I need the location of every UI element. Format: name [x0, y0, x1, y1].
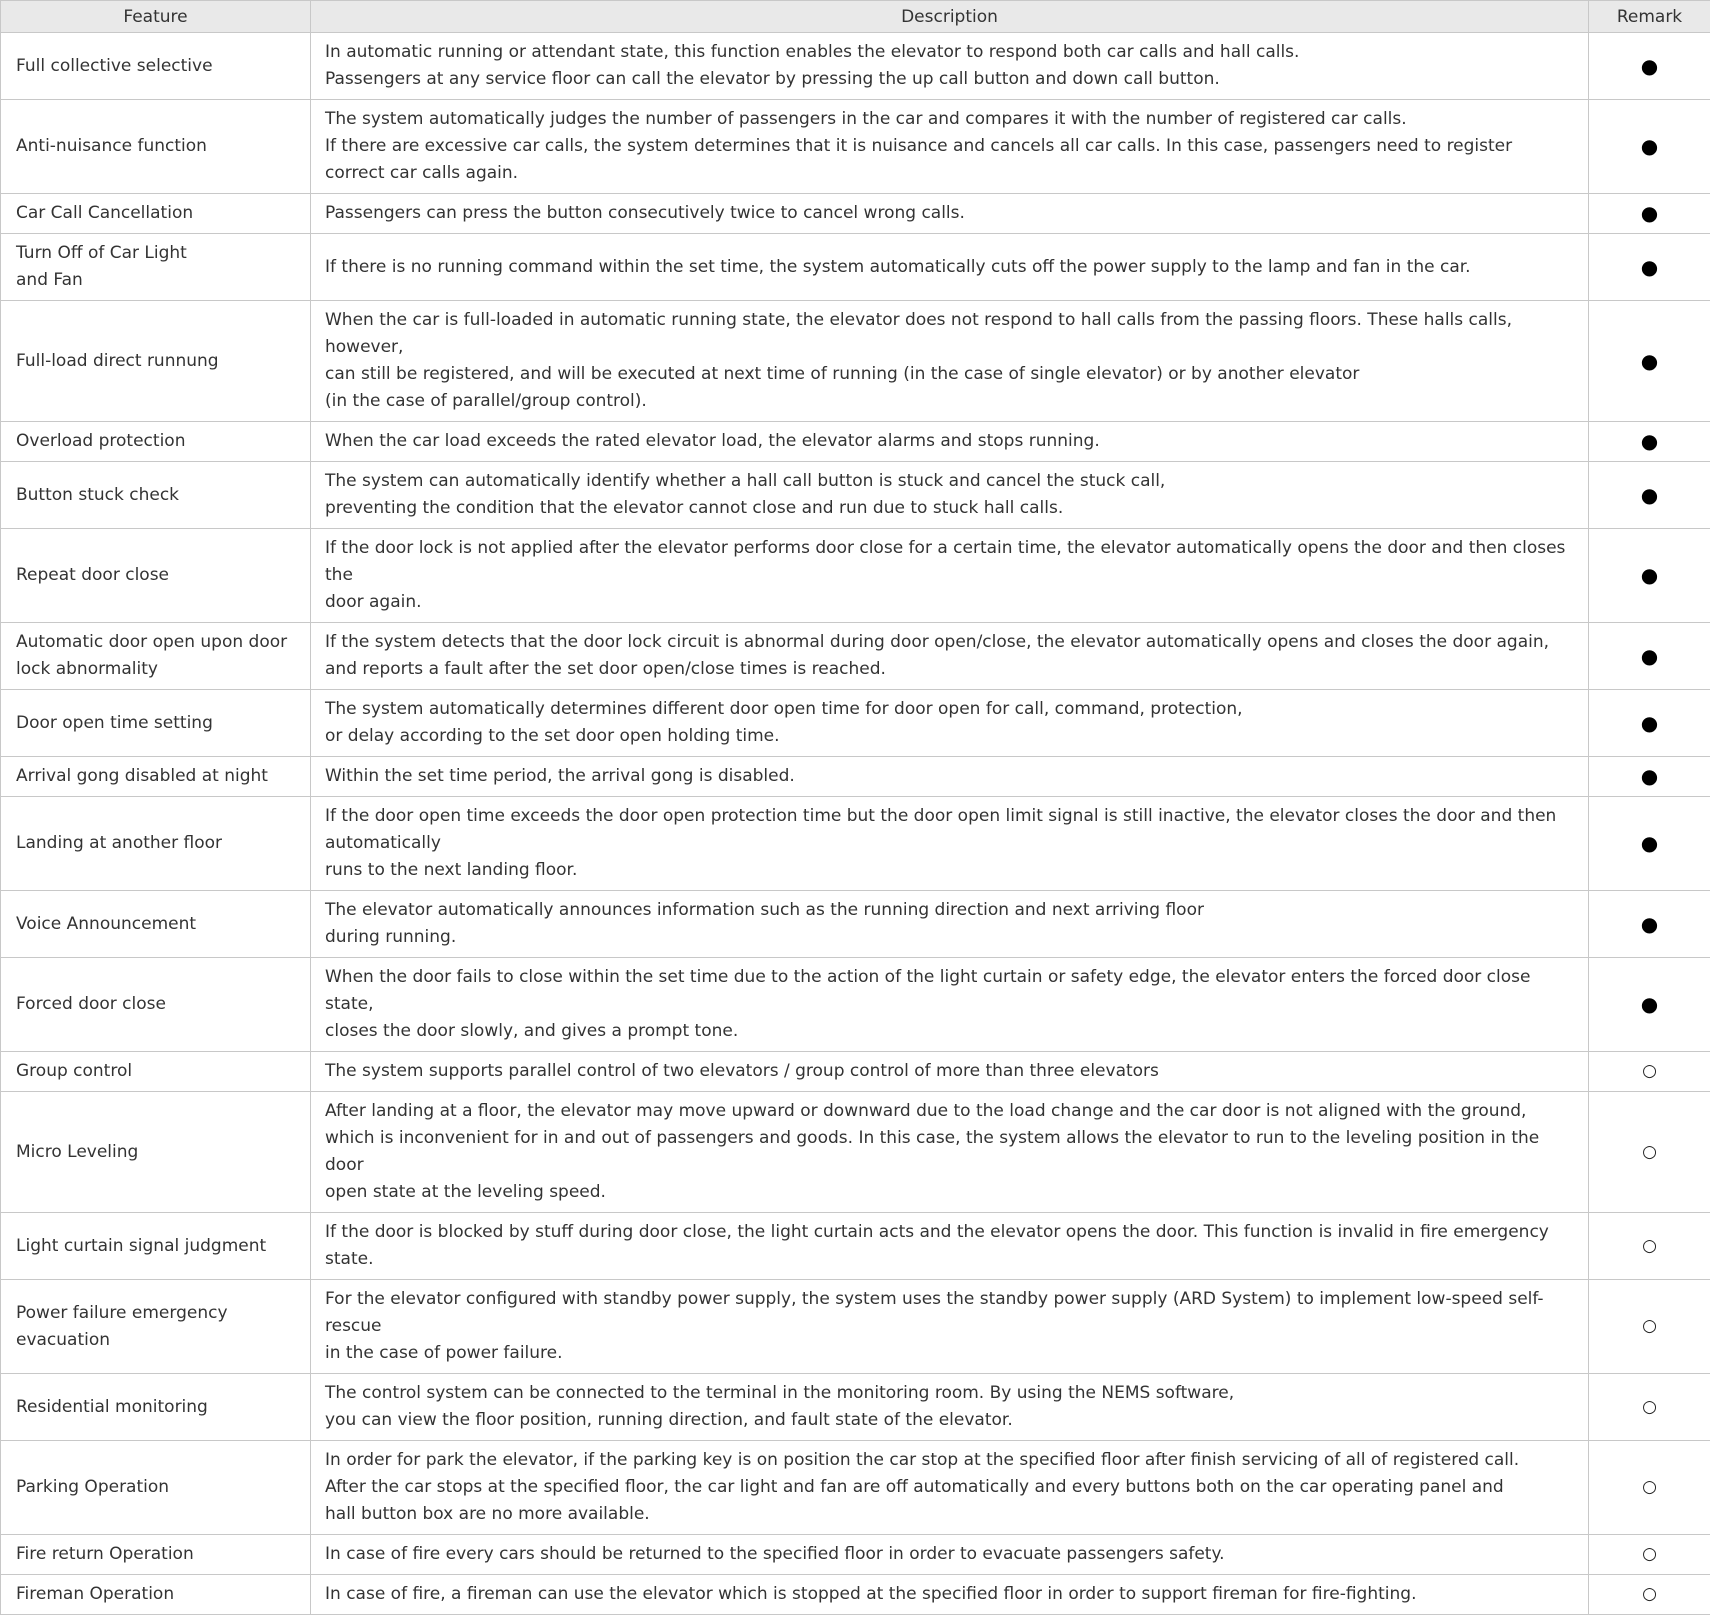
table-row — [1, 958, 1710, 1052]
feature-cell: Micro Leveling — [1, 1092, 311, 1213]
remark-cell: ● — [1589, 757, 1710, 797]
table-row — [1, 797, 1710, 891]
remark-cell: ○ — [1589, 1374, 1710, 1441]
description-cell: When the door fails to close within the set time due to the action of the light curtain or safety edge, the elevator enters the forced door close state, closes the door slowly, and gives a prompt tone. — [311, 958, 1589, 1052]
description-cell: Passengers can press the button consecutively twice to cancel wrong calls. — [311, 194, 1589, 234]
description-cell: If the door open time exceeds the door open protection time but the door open limit signal is still inactive, the elevator closes the door and then automatically runs to the next landing floor. — [311, 797, 1589, 891]
remark-cell: ○ — [1589, 1213, 1710, 1280]
table-row — [1, 690, 1710, 757]
remark-cell: ● — [1589, 462, 1710, 529]
description-cell: In automatic running or attendant state, this function enables the elevator to respond both car calls and hall calls. Passengers at any service floor can call the elevator by pressing the up call button and down call button. — [311, 33, 1589, 100]
description-cell: After landing at a floor, the elevator may move upward or downward due to the load change and the car door is not aligned with the ground, which is inconvenient for in and out of passengers and goods. In this case, the system allows the elevator to run to the leveling position in the door open state at the leveling speed. — [311, 1092, 1589, 1213]
remark-cell: ○ — [1589, 1280, 1710, 1374]
description-cell: If the system detects that the door lock circuit is abnormal during door open/close, the elevator automatically opens and closes the door again, and reports a fault after the set door open/close times is reached. — [311, 623, 1589, 690]
table-row — [1, 33, 1710, 100]
table-row — [1, 1092, 1710, 1213]
description-cell: The system can automatically identify whether a hall call button is stuck and cancel the stuck call, preventing the condition that the elevator cannot close and run due to stuck hall calls. — [311, 462, 1589, 529]
description-cell: If the door is blocked by stuff during door close, the light curtain acts and the elevator opens the door. This function is invalid in fire emergency state. — [311, 1213, 1589, 1280]
description-cell: The system automatically judges the number of passengers in the car and compares it with the number of registered car calls. If there are excessive car calls, the system determines that it is nuisance and cancels all car calls. In this case, passengers need to register correct car calls again. — [311, 100, 1589, 194]
remark-cell: ● — [1589, 891, 1710, 958]
remark-cell: ● — [1589, 958, 1710, 1052]
description-cell: The system supports parallel control of two elevators / group control of more than three elevators — [311, 1052, 1589, 1092]
feature-cell: Full-load direct runnung — [1, 301, 311, 422]
remark-cell: ● — [1589, 234, 1710, 301]
feature-cell: Power failure emergency evacuation — [1, 1280, 311, 1374]
table-row — [1, 1374, 1710, 1441]
description-cell: If there is no running command within the set time, the system automatically cuts off the power supply to the lamp and fan in the car. — [311, 234, 1589, 301]
feature-cell: Fireman Operation — [1, 1575, 311, 1615]
header-row — [1, 1, 1710, 33]
description-cell: In case of fire every cars should be returned to the specified floor in order to evacuate passengers safety. — [311, 1535, 1589, 1575]
description-cell: Within the set time period, the arrival gong is disabled. — [311, 757, 1589, 797]
description-cell: When the car load exceeds the rated elevator load, the elevator alarms and stops running. — [311, 422, 1589, 462]
feature-column-header: Feature — [1, 1, 311, 33]
table-row — [1, 1213, 1710, 1280]
table-row — [1, 623, 1710, 690]
description-cell: When the car is full-loaded in automatic running state, the elevator does not respond to hall calls from the passing floors. These halls calls, however, can still be registered, and will be executed at next time of running (in the case of single elevator) or by another elevator (in the case of parallel/group control). — [311, 301, 1589, 422]
table-row — [1, 1575, 1710, 1615]
remark-cell: ● — [1589, 301, 1710, 422]
remark-cell: ● — [1589, 529, 1710, 623]
feature-cell: Voice Announcement — [1, 891, 311, 958]
description-column-header: Description — [311, 1, 1589, 33]
table-row — [1, 194, 1710, 234]
table-row — [1, 234, 1710, 301]
feature-cell: Button stuck check — [1, 462, 311, 529]
table-row — [1, 529, 1710, 623]
description-cell: The system automatically determines different door open time for door open for call, command, protection, or delay according to the set door open holding time. — [311, 690, 1589, 757]
table-row — [1, 891, 1710, 958]
feature-cell: Car Call Cancellation — [1, 194, 311, 234]
feature-cell: Parking Operation — [1, 1441, 311, 1535]
table-row — [1, 1280, 1710, 1374]
table-row — [1, 301, 1710, 422]
remark-column-header: Remark — [1589, 1, 1710, 33]
feature-cell: Residential monitoring — [1, 1374, 311, 1441]
table-row — [1, 1535, 1710, 1575]
feature-cell: Arrival gong disabled at night — [1, 757, 311, 797]
feature-cell: Fire return Operation — [1, 1535, 311, 1575]
remark-cell: ● — [1589, 690, 1710, 757]
feature-cell: Turn Off of Car Light and Fan — [1, 234, 311, 301]
feature-cell: Overload protection — [1, 422, 311, 462]
feature-cell: Door open time setting — [1, 690, 311, 757]
table-row — [1, 462, 1710, 529]
remark-cell: ● — [1589, 100, 1710, 194]
feature-cell: Light curtain signal judgment — [1, 1213, 311, 1280]
feature-cell: Automatic door open upon door lock abnormality — [1, 623, 311, 690]
table-row — [1, 422, 1710, 462]
remark-cell: ○ — [1589, 1575, 1710, 1615]
feature-cell: Group control — [1, 1052, 311, 1092]
description-cell: For the elevator configured with standby power supply, the system uses the standby power supply (ARD System) to implement low-speed self-rescue in the case of power failure. — [311, 1280, 1589, 1374]
feature-cell: Repeat door close — [1, 529, 311, 623]
description-cell: In case of fire, a fireman can use the elevator which is stopped at the specified floor in order to support fireman for fire-fighting. — [311, 1575, 1589, 1615]
table-row — [1, 1052, 1710, 1092]
feature-cell: Forced door close — [1, 958, 311, 1052]
remark-cell: ○ — [1589, 1052, 1710, 1092]
feature-cell: Anti-nuisance function — [1, 100, 311, 194]
description-cell: In order for park the elevator, if the parking key is on position the car stop at the specified floor after finish servicing of all of registered call. After the car stops at the specified floor, the car light and fan are off automatically and every buttons both on the car operating panel and hall button box are no more available. — [311, 1441, 1589, 1535]
remark-cell: ○ — [1589, 1092, 1710, 1213]
description-cell: If the door lock is not applied after the elevator performs door close for a certain time, the elevator automatically opens the door and then closes the door again. — [311, 529, 1589, 623]
table-row — [1, 1441, 1710, 1535]
remark-cell: ● — [1589, 797, 1710, 891]
remark-cell: ○ — [1589, 1441, 1710, 1535]
table-row — [1, 757, 1710, 797]
feature-cell: Full collective selective — [1, 33, 311, 100]
remark-cell: ● — [1589, 422, 1710, 462]
feature-cell: Landing at another floor — [1, 797, 311, 891]
description-cell: The elevator automatically announces information such as the running direction and next arriving floor during running. — [311, 891, 1589, 958]
table-row — [1, 100, 1710, 194]
remark-cell: ● — [1589, 623, 1710, 690]
remark-cell: ● — [1589, 33, 1710, 100]
remark-cell: ● — [1589, 194, 1710, 234]
remark-cell: ○ — [1589, 1535, 1710, 1575]
description-cell: The control system can be connected to the terminal in the monitoring room. By using the NEMS software, you can view the floor position, running direction, and fault state of the elevator. — [311, 1374, 1589, 1441]
